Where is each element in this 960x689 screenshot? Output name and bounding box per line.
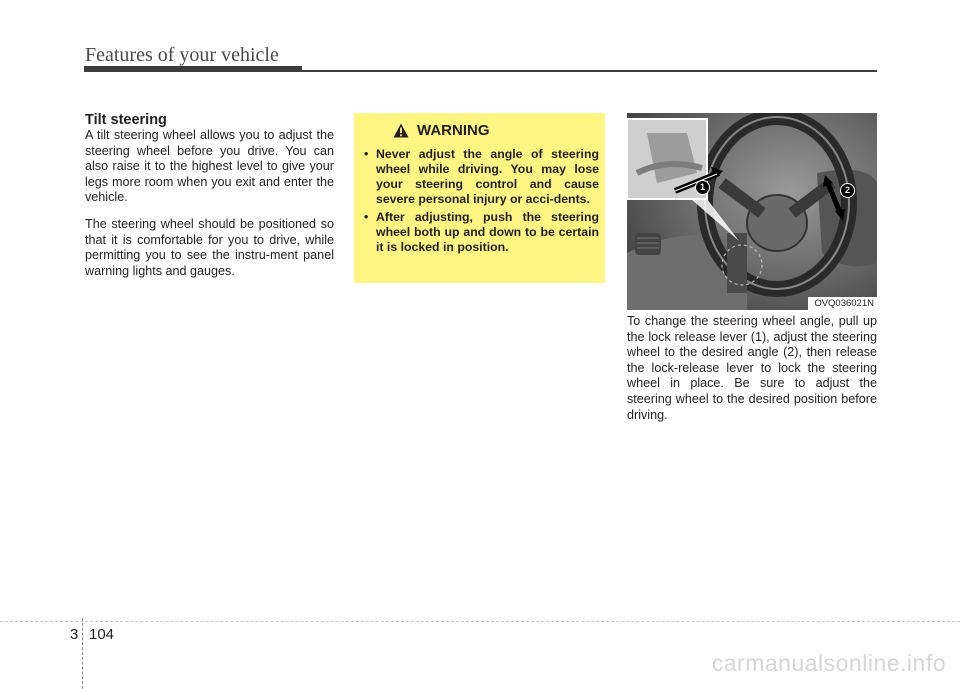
warning-item-text: Never adjust the angle of steering wheel while driving. You may lose your steering control and cause severe personal injury or acci-dents. <box>376 147 599 206</box>
callout-2-marker <box>840 183 855 198</box>
header-rule-thick <box>84 66 302 72</box>
warning-title: WARNING <box>417 122 490 139</box>
footer-chapter-number: 3 <box>70 626 79 643</box>
section-paragraph-1: A tilt steering wheel allows you to adjust the steering wheel before you drive. You can also raise it to the highest level to give your legs more room when you exit and enter the vehicle. <box>85 128 334 205</box>
watermark-text: carmanualsonline.info <box>711 650 946 676</box>
bullet-icon: • <box>364 210 369 224</box>
steering-wheel-photo <box>627 113 877 310</box>
section-paragraph-2: The steering wheel should be positioned so that it is comfortable for you to drive, while permitting you to see the instru-ment panel warning lights and gauges. <box>85 216 334 278</box>
footer-divider <box>0 621 960 622</box>
callout-1-label: 1 <box>699 182 705 192</box>
figure-description <box>627 314 877 434</box>
warning-item-text: After adjusting, push the steering wheel both up and down to be certain it is locked in position. <box>376 210 599 254</box>
figure-caption: OVQ036021N <box>808 297 877 310</box>
callout-1-marker <box>695 180 710 195</box>
figure-description-text: To change the steering wheel angle, pull up the lock release lever (1), adjust the steering wheel to the desired angle (2), then release the lock-release lever to lock the steering wheel in place. Be sure to adjust the steering wheel to the desired position before driving. <box>627 314 877 422</box>
footer-separator <box>82 618 84 689</box>
footer-page-number: 104 <box>89 626 115 643</box>
warning-triangle-icon <box>393 123 409 138</box>
warning-item <box>364 210 599 255</box>
page-header-title: Features of your vehicle <box>85 44 279 66</box>
warning-list <box>364 147 599 255</box>
tilt-steering-section <box>85 112 334 290</box>
warning-box <box>354 113 605 283</box>
steering-wheel-illustration <box>627 113 877 310</box>
callout-2-label: 2 <box>844 185 850 195</box>
warning-header <box>364 122 599 139</box>
section-title: Tilt steering <box>85 112 167 128</box>
bullet-icon: • <box>364 147 369 161</box>
warning-item <box>364 147 599 207</box>
header-rule-thin <box>302 70 877 72</box>
